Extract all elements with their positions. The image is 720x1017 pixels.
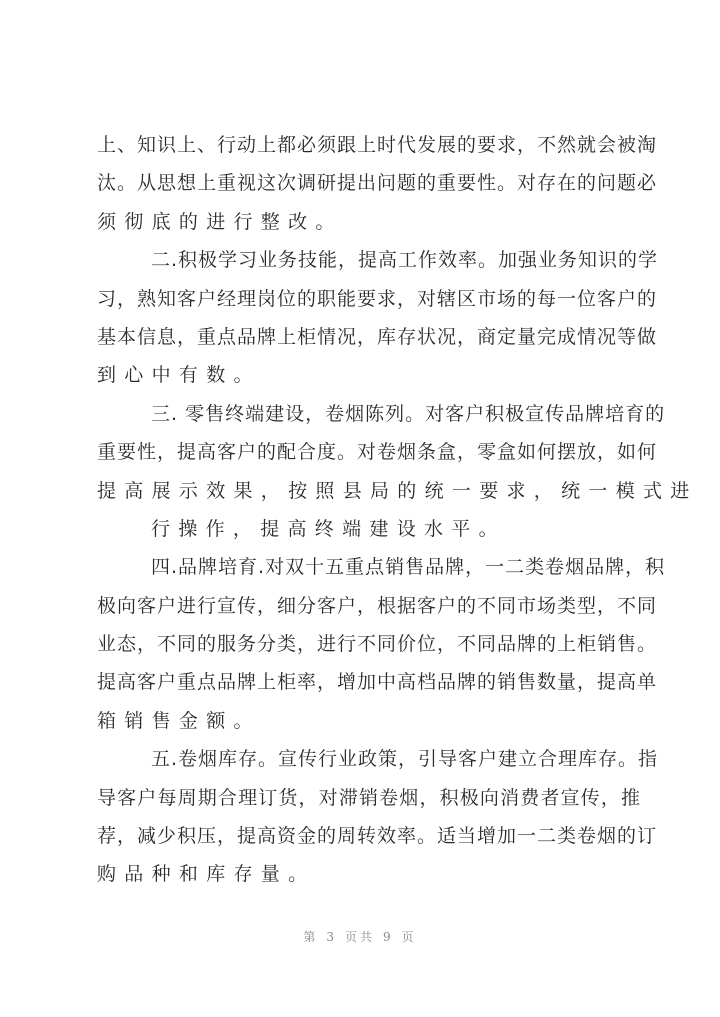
text-line: 须彻底的进行整改。 [97, 210, 343, 233]
footer-suffix: 页 [401, 930, 417, 944]
text-line: 提高展示效果，按照县局的统一要求，统一模式进 [97, 479, 698, 502]
section-heading-line: 三. 零售终端建设，卷烟陈列。对客户积极宣传品牌培育的 [151, 402, 666, 425]
text-line: 习，熟知客户经理岗位的职能要求，对辖区市场的每一位客户的 [97, 287, 658, 310]
footer-middle: 页共 [344, 930, 375, 944]
text-line: 提高客户重点品牌上柜率，增加中高档品牌的销售数量，提高单 [97, 671, 658, 694]
page-number-footer [0, 928, 720, 945]
section-heading-line: 四.品牌培育.对双十五重点销售品牌，一二类卷烟品牌，积 [151, 556, 666, 579]
section-heading-line: 二.积极学习业务技能，提高工作效率。加强业务知识的学 [151, 249, 659, 272]
text-line: 极向客户进行宣传，细分客户，根据客户的不同市场类型，不同 [97, 594, 658, 617]
text-line: 业态，不同的服务分类，进行不同价位，不同品牌的上柜销售。 [97, 633, 658, 656]
text-line: 基本信息，重点品牌上柜情况，库存状况，商定量完成情况等做 [97, 325, 658, 348]
text-line: 汰。从思想上重视这次调研提出问题的重要性。对存在的问题必 [97, 172, 658, 195]
text-line: 到心中有数。 [97, 364, 261, 387]
document-body [97, 126, 698, 894]
text-line: 箱销售金额。 [97, 709, 261, 732]
text-line: 上、知识上、行动上都必须跟上时代发展的要求，不然就会被淘 [97, 134, 658, 156]
text-line: 购品种和库存量。 [97, 863, 316, 886]
section-heading-line: 五.卷烟库存。宣传行业政策，引导客户建立合理库存。指 [151, 748, 659, 771]
text-line: 行操作，提高终端建设水平。 [151, 517, 506, 540]
text-line: 荐，减少积压，提高资金的周转效率。适当增加一二类卷烟的订 [97, 825, 658, 848]
footer-prefix: 第 [303, 930, 319, 944]
current-page-number: 3 [326, 930, 337, 944]
total-pages-number: 9 [383, 930, 394, 944]
text-line: 重要性，提高客户的配合度。对卷烟条盒，零盒如何摆放，如何 [97, 441, 658, 464]
text-line: 导客户每周期合理订货，对滞销卷烟，积极向消费者宣传，推 [97, 786, 641, 809]
